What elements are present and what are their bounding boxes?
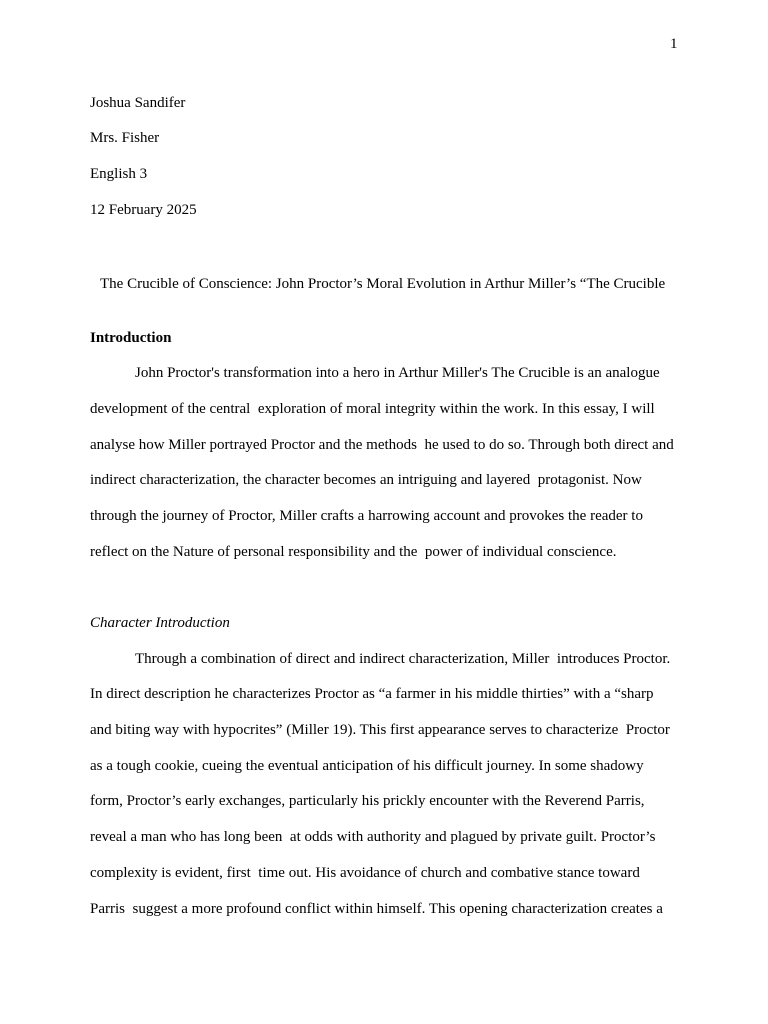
essay-title: The Crucible of Conscience: John Proctor’s Moral Evolution in Arthur Miller’s “The Crucible	[100, 276, 666, 292]
student-name: Joshua Sandifer	[90, 95, 186, 111]
page-number: 1	[670, 36, 678, 52]
paragraph-line: Parris suggest a more profound conflict within himself. This opening characterization creates a	[90, 901, 663, 917]
paragraph-line: reveal a man who has long been at odds with authority and plagued by private guilt. Proctor’s	[90, 829, 656, 845]
paragraph-line: analyse how Miller portrayed Proctor and the methods he used to do so. Through both direct and	[90, 437, 674, 453]
section-heading-character-introduction: Character Introduction	[90, 615, 230, 631]
paragraph-line: form, Proctor’s early exchanges, particularly his prickly encounter with the Reverend Parris,	[90, 793, 645, 809]
essay-date: 12 February 2025	[90, 202, 197, 218]
paragraph-line: reflect on the Nature of personal responsibility and the power of individual conscience.	[90, 544, 617, 560]
teacher-name: Mrs. Fisher	[90, 130, 160, 146]
paragraph-line: and biting way with hypocrites” (Miller 19). This first appearance serves to characterize Proctor	[90, 722, 670, 738]
paragraph-line: indirect characterization, the character becomes an intriguing and layered protagonist. Now	[90, 472, 642, 488]
paragraph-line: In direct description he characterizes Proctor as “a farmer in his middle thirties” with a “sharp	[90, 686, 654, 702]
paragraph-line: development of the central exploration of moral integrity within the work. In this essay, I will	[90, 401, 655, 417]
paragraph-line: John Proctor's transformation into a hero in Arthur Miller's The Crucible is an analogue	[135, 365, 660, 381]
paragraph-line: complexity is evident, first time out. His avoidance of church and combative stance toward	[90, 865, 640, 881]
paragraph-line: Through a combination of direct and indirect characterization, Miller introduces Proctor.	[135, 651, 671, 667]
section-heading-introduction: Introduction	[90, 330, 172, 346]
paragraph-line: through the journey of Proctor, Miller crafts a harrowing account and provokes the reader to	[90, 508, 643, 524]
course-name: English 3	[90, 166, 148, 182]
paragraph-line: as a tough cookie, cueing the eventual anticipation of his difficult journey. In some shadowy	[90, 758, 644, 774]
